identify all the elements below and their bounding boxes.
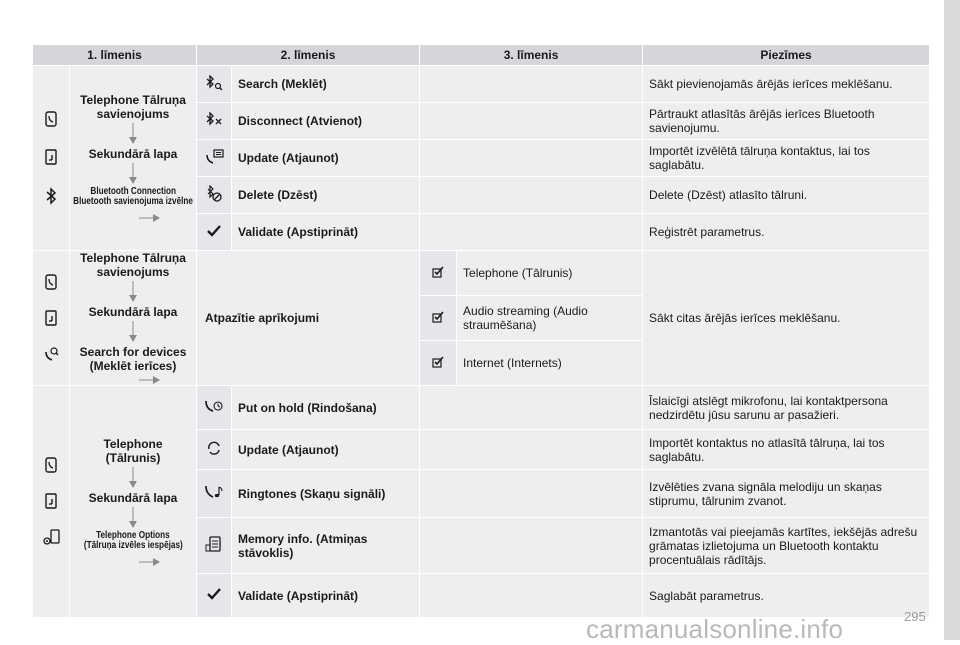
row-note: Sākt citas ārējās ierīces meklēšanu. (643, 251, 930, 386)
level3-empty (420, 518, 643, 574)
table-row (33, 386, 930, 430)
watermark: carmanualsonline.info (586, 614, 844, 644)
table-row (33, 251, 930, 296)
arrow-down-icon (128, 321, 138, 343)
header-row (33, 45, 930, 66)
level2-title: Telephone (Tālrunis) (103, 436, 163, 465)
row-icon-cell (197, 518, 232, 574)
row-note: Delete (Dzēst) atlasīto tālruni. (643, 177, 930, 214)
secondary-page-icon (44, 310, 58, 326)
level2-tiny-2: (Tālruņa izvēles iespējas) (83, 539, 183, 551)
arrow-down-icon (128, 507, 138, 529)
row-label: Atpazītie aprīkojumi (197, 251, 420, 386)
level2-sub: Sekundārā lapa (88, 305, 178, 319)
row-label: Validate (Apstiprināt) (232, 574, 420, 618)
row-note: Importēt kontaktus no atlasītā tālruņa, lai tos saglabātu. (643, 430, 930, 470)
row-label: Validate (Apstiprināt) (232, 214, 420, 251)
page-number: 295 (904, 609, 926, 624)
checkbox-icon[interactable] (432, 311, 444, 323)
row-label: Memory info. (Atmiņas stāvoklis) (232, 518, 420, 574)
arrow-down-icon (128, 123, 138, 145)
level2-title: Telephone Tālruņa savienojums (80, 251, 186, 279)
secondary-page-icon (44, 149, 58, 165)
level3-empty (420, 103, 643, 140)
device-search-icon (43, 346, 59, 362)
checkbox-icon[interactable] (432, 266, 444, 278)
row-icon-cell (197, 177, 232, 214)
option-checkbox-cell[interactable] (420, 251, 457, 296)
row-icon-cell (197, 386, 232, 430)
level2-tiny-2: Bluetooth savienojuma izvēlne (73, 196, 193, 207)
row-label: Update (Atjaunot) (232, 430, 420, 470)
level3-empty (420, 386, 643, 430)
row-note: Izmantotās vai pieejamās kartītes, iekšējās adrešu grāmatas izlietojuma un Bluetooth kontaktu procentuālais rādītājs. (643, 518, 930, 574)
option-label: Internet (Internets) (457, 341, 643, 386)
table-row (33, 66, 930, 103)
delete-icon (205, 185, 223, 203)
checkbox-icon[interactable] (432, 356, 444, 368)
phone-hold-icon (204, 398, 224, 414)
level1-icons (33, 251, 70, 386)
header-level2: 2. līmenis (197, 45, 420, 66)
phone-menu-icon (44, 274, 58, 290)
side-strip (944, 0, 960, 640)
row-note: Īslaicīgi atslēgt mikrofonu, lai kontaktpersona nedzirdētu jūsu sarunu ar pasažieri. (643, 386, 930, 430)
level3-empty (420, 430, 643, 470)
checkmark-icon (207, 588, 221, 600)
level2-sub: Sekundārā lapa (88, 490, 178, 505)
header-level1: 1. līmenis (33, 45, 197, 66)
header-notes: Piezīmes (643, 45, 930, 66)
row-icon-cell (197, 66, 232, 103)
secondary-page-icon (44, 493, 58, 509)
contact-update-icon (204, 149, 224, 165)
row-label: Update (Atjaunot) (232, 140, 420, 177)
arrow-right-icon (139, 375, 161, 385)
level3-empty (420, 214, 643, 251)
row-note: Importēt izvēlētā tālruņa kontaktus, lai tos saglabātu. (643, 140, 930, 177)
refresh-icon (206, 440, 222, 456)
row-note: Pārtraukt atlasītās ārējās ierīces Bluetooth savienojumu. (643, 103, 930, 140)
row-note: Sākt pievienojamās ārējās ierīces meklēšanu. (643, 66, 930, 103)
level1-icons (33, 386, 70, 618)
menu-table (32, 44, 930, 618)
header-level3: 3. līmenis (420, 45, 643, 66)
arrow-down-icon (128, 467, 138, 489)
level2-cell (70, 251, 197, 386)
row-icon-cell (197, 214, 232, 251)
level3-empty (420, 470, 643, 518)
row-label: Delete (Dzēst) (232, 177, 420, 214)
level2-tiny-1: Bluetooth Connection (90, 186, 176, 197)
level3-empty (420, 574, 643, 618)
row-note: Saglabāt parametrus. (643, 574, 930, 618)
arrow-right-icon (139, 557, 161, 567)
level2-sub-2: Search for devices (Meklēt ierīces) (79, 345, 187, 373)
level2-tiny-1: Telephone Options (96, 529, 170, 541)
row-icon-cell (197, 103, 232, 140)
row-note: Izvēlēties zvana signāla melodiju un skaņas stiprumu, tālrunim zvanot. (643, 470, 930, 518)
option-label: Audio streaming (Audio straumēšana) (457, 296, 643, 341)
row-icon-cell (197, 470, 232, 518)
bluetooth-search-icon (205, 75, 223, 91)
bluetooth-icon (44, 187, 58, 205)
phone-options-icon (42, 529, 60, 547)
level2-cell (70, 386, 197, 618)
row-label: Disconnect (Atvienot) (232, 103, 420, 140)
row-icon-cell (197, 430, 232, 470)
row-note: Reģistrēt parametrus. (643, 214, 930, 251)
ringtone-icon (204, 483, 224, 501)
level2-sub: Sekundārā lapa (88, 147, 178, 161)
arrow-right-icon (139, 213, 161, 223)
row-label: Search (Meklēt) (232, 66, 420, 103)
level1-icons (33, 66, 70, 251)
arrow-down-icon (128, 163, 138, 185)
level3-empty (420, 177, 643, 214)
option-label: Telephone (Tālrunis) (457, 251, 643, 296)
phone-menu-icon (44, 111, 58, 127)
option-checkbox-cell[interactable] (420, 296, 457, 341)
memory-info-icon (205, 535, 223, 553)
checkmark-icon (207, 225, 221, 237)
row-label: Put on hold (Rindošana) (232, 386, 420, 430)
level2-cell (70, 66, 197, 251)
row-label: Ringtones (Skaņu signāli) (232, 470, 420, 518)
phone-menu-icon (44, 457, 58, 473)
level3-empty (420, 66, 643, 103)
row-icon-cell (197, 574, 232, 618)
bluetooth-disconnect-icon (205, 112, 223, 128)
level2-title: Telephone Tālruņa savienojums (80, 93, 186, 121)
level3-empty (420, 140, 643, 177)
row-icon-cell (197, 140, 232, 177)
option-checkbox-cell[interactable] (420, 341, 457, 386)
arrow-down-icon (128, 281, 138, 303)
